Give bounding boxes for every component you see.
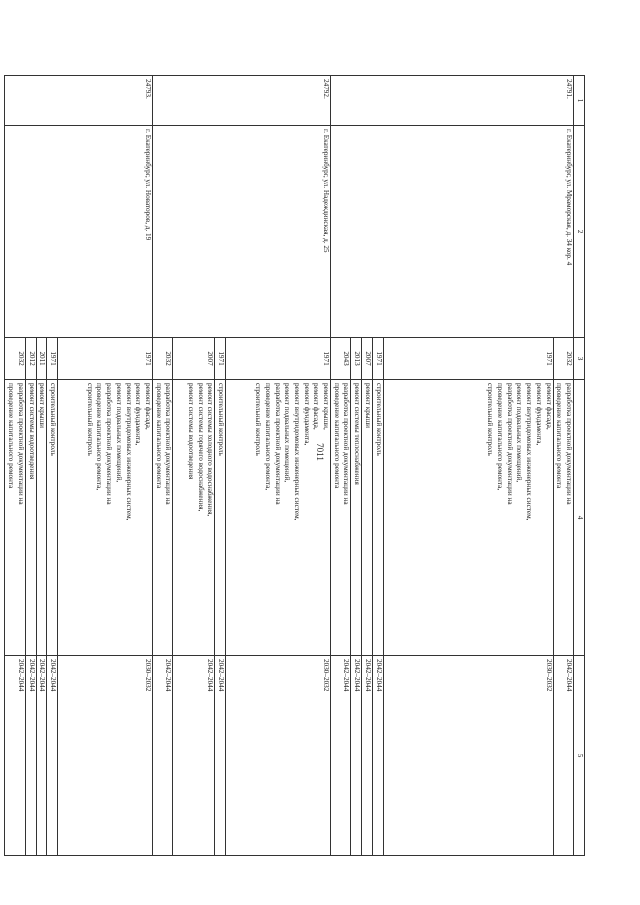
work-item: ремонт фасада,: [544, 383, 553, 430]
work-item: разработка проектной документации на: [105, 383, 114, 505]
period: 2042–2044: [215, 656, 226, 856]
year: 1971: [57, 338, 152, 380]
work-item: ремонт фасада,: [143, 383, 152, 430]
year: 2007: [173, 338, 215, 380]
work-item: ремонт внутридомовых инженерных систем,: [124, 383, 133, 521]
work-item: проведение капитального ремонта,: [263, 383, 272, 491]
period: 2042–2044: [36, 656, 47, 856]
work-item: разработка проектной документации на: [342, 383, 351, 505]
work-item: ремонт фасада,: [312, 383, 321, 430]
header-cell: 5: [574, 656, 585, 856]
year: 1971: [215, 338, 226, 380]
work-item: разработка проектной документации на: [16, 383, 25, 505]
work-item: строительный контроль: [217, 383, 226, 456]
year: 2032: [5, 338, 25, 380]
works: [215, 380, 226, 656]
work-item: ремонт подвальных помещений,: [283, 383, 292, 483]
works: [226, 380, 331, 656]
year: 2032: [553, 338, 573, 380]
year: 2012: [25, 338, 36, 380]
work-item: проведение капитального ремонта: [555, 383, 564, 489]
work-item: ремонт системы теплоснабжения: [353, 383, 362, 485]
year: 2011: [36, 338, 47, 380]
work-item: строительный контроль: [486, 383, 495, 456]
work-item: разработка проектной документации на: [164, 383, 173, 505]
works: [362, 380, 373, 656]
work-item: разработка проектной документации на: [273, 383, 282, 505]
year: 2043: [331, 338, 351, 380]
page-number: 7011: [315, 443, 325, 461]
address: г. Екатеринбург, ул. Надеждинская, д. 25: [152, 126, 330, 338]
work-item: ремонт системы горячего водоснабжения,: [196, 383, 205, 512]
address: г. Екатеринбург, ул. Мраморская, д. 34 кор. 4: [331, 126, 574, 338]
row-number: 24792.: [152, 76, 330, 126]
work-item: проведение капитального ремонта,: [496, 383, 505, 491]
work-item: ремонт системы водоотведения: [186, 383, 195, 480]
work-item: ремонт крыши: [363, 383, 372, 429]
period: 2042–2044: [25, 656, 36, 856]
work-item: ремонт фундамента,: [134, 383, 143, 446]
year: 2032: [152, 338, 172, 380]
work-item: ремонт системы водоотведения: [27, 383, 36, 480]
period: 2030–2032: [383, 656, 553, 856]
work-item: строительный контроль: [85, 383, 94, 456]
header-row: [574, 76, 585, 856]
year: 1971: [47, 338, 58, 380]
table-row: [57, 76, 152, 856]
work-item: проведение капитального ремонта: [7, 383, 16, 489]
work-item: проведение капитального ремонта: [154, 383, 163, 489]
period: 2030–2032: [226, 656, 331, 856]
work-item: ремонт фундамента,: [302, 383, 311, 446]
works: [36, 380, 47, 656]
rotated-table-container: [7, 75, 585, 855]
work-item: ремонт внутридомовых инженерных систем,: [292, 383, 301, 521]
header-cell: 1: [574, 76, 585, 126]
works: [331, 380, 351, 656]
works: [553, 380, 573, 656]
work-item: разработка проектной документации на: [565, 383, 573, 505]
work-item: ремонт внутридомовых инженерных систем,: [525, 383, 534, 521]
year: 2007: [362, 338, 373, 380]
work-item: ремонт крыши,: [322, 383, 331, 430]
works: [173, 380, 215, 656]
works: [47, 380, 58, 656]
year: 1971: [372, 338, 383, 380]
work-item: ремонт системы холодного водоснабжения,: [206, 383, 215, 517]
works: [57, 380, 152, 656]
work-item: проведение капитального ремонта: [332, 383, 341, 489]
period: 2042–2044: [173, 656, 215, 856]
table-row: [553, 76, 573, 856]
period: 2042–2044: [362, 656, 373, 856]
header-cell: 2: [574, 126, 585, 338]
address: г. Екатеринбург, ул. Новаторов, д. 19: [5, 126, 153, 338]
period: 2042–2044: [47, 656, 58, 856]
period: 2042–2044: [553, 656, 573, 856]
year: 1971: [226, 338, 331, 380]
period: 2042–2044: [152, 656, 172, 856]
works: [351, 380, 362, 656]
work-item: строительный контроль: [48, 383, 57, 456]
work-item: проведение капитального ремонта,: [95, 383, 104, 491]
header-cell: 3: [574, 338, 585, 380]
row-number: 24791.: [331, 76, 574, 126]
work-item: разработка проектной документации на: [505, 383, 514, 505]
works: [372, 380, 383, 656]
work-item: ремонт крыши: [38, 383, 47, 429]
table-row: [226, 76, 331, 856]
work-item: ремонт фундамента,: [534, 383, 543, 446]
period: 2042–2044: [351, 656, 362, 856]
year: 2013: [351, 338, 362, 380]
work-item: ремонт подвальных помещений,: [515, 383, 524, 483]
works: [383, 380, 553, 656]
period: 2030–2032: [57, 656, 152, 856]
work-item: строительный контроль: [374, 383, 383, 456]
work-item: ремонт подвальных помещений,: [114, 383, 123, 483]
repair-schedule-table: [4, 75, 585, 856]
period: 2042–2044: [5, 656, 25, 856]
year: 1971: [383, 338, 553, 380]
header-cell: 4: [574, 380, 585, 656]
period: 2042–2044: [331, 656, 351, 856]
row-number: 24793.: [5, 76, 153, 126]
work-item: строительный контроль: [254, 383, 263, 456]
period: 2042–2044: [372, 656, 383, 856]
works: [152, 380, 172, 656]
works: [5, 380, 25, 656]
works: [25, 380, 36, 656]
